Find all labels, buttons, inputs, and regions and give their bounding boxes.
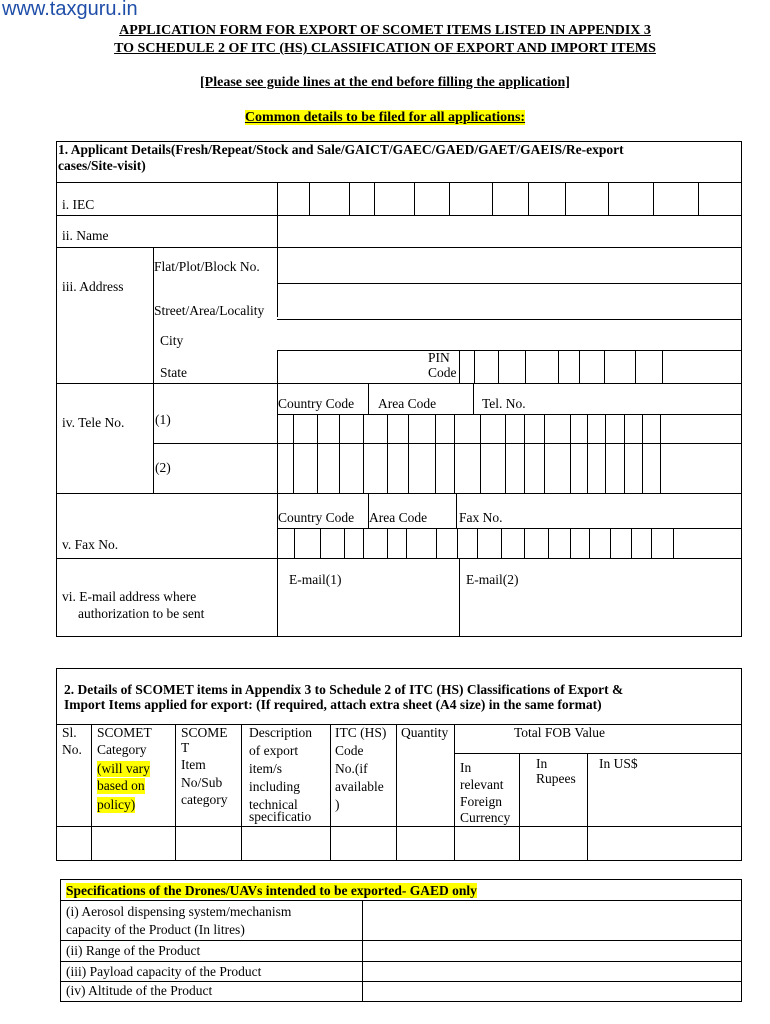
sl-header-1: Sl. <box>62 725 77 740</box>
foreign-currency-header-2: relevant <box>460 777 504 792</box>
foreign-currency-header-1: In <box>460 760 472 775</box>
divider <box>456 493 457 528</box>
rupees-header-2: Rupees <box>536 771 576 786</box>
category-header-3: (will vary <box>97 761 150 776</box>
common-details-text: Common details to be filed for all applications: <box>244 110 526 125</box>
flat-field[interactable] <box>278 248 741 282</box>
category-header-1: SCOMET <box>97 725 152 740</box>
itc-header-1: ITC (HS) <box>335 725 387 740</box>
rupees-header-1: In <box>536 756 548 771</box>
watermark: www.taxguru.in <box>2 0 138 20</box>
item-header-2: T <box>181 740 190 755</box>
foreign-currency-header-3: Foreign <box>460 794 502 809</box>
iec-label: i. IEC <box>62 197 95 212</box>
common-details-heading <box>0 109 770 126</box>
city-label: City <box>160 333 184 348</box>
sl-header-2: No. <box>62 742 82 757</box>
itc-header-3: No.(if <box>335 761 368 776</box>
description-header-5: technical <box>249 797 298 812</box>
item-header-1: SCOME <box>181 725 228 740</box>
fax-number-label: Fax No. <box>459 510 503 525</box>
description-header-2: of export <box>249 743 299 758</box>
name-label: ii. Name <box>62 228 109 243</box>
name-field[interactable] <box>278 216 741 246</box>
tele-row-2-label: (2) <box>155 460 171 475</box>
guide-note: [Please see guide lines at the end before filling the application] <box>200 75 570 90</box>
divider <box>56 558 742 559</box>
item-header-5: category <box>181 792 228 807</box>
pin-input-boxes[interactable] <box>474 350 742 383</box>
quantity-header: Quantity <box>401 725 449 740</box>
email-1-label: E-mail(1) <box>289 572 342 587</box>
section3-title-text: Specifications of the Drones/UAVs intended to be exported- GAED only <box>66 883 477 898</box>
section1-title-line-1: 1. Applicant Details(Fresh/Repeat/Stock and Sale/GAICT/GAEC/GAED/GAET/GAEIS/Re-export <box>58 142 624 157</box>
tele-number-label: Tel. No. <box>482 396 526 411</box>
item-header-3: Item <box>181 757 206 772</box>
tele-2-input-boxes[interactable] <box>277 443 742 493</box>
street-field[interactable] <box>278 284 741 318</box>
description-input[interactable] <box>242 827 329 860</box>
payload-label: (iii) Payload capacity of the Product <box>66 964 262 979</box>
fax-label: v. Fax No. <box>62 537 119 552</box>
aerosol-input[interactable] <box>363 901 741 939</box>
pin-code-label: Code <box>428 365 457 380</box>
category-header-4: based on <box>97 778 145 793</box>
rupees-input[interactable] <box>520 827 586 860</box>
divider <box>56 383 742 384</box>
tele-label: iv. Tele No. <box>62 415 125 430</box>
pin-label: PIN <box>428 350 450 365</box>
tele-row-1-label: (1) <box>155 412 171 427</box>
email-label-line-2: authorization to be sent <box>78 606 205 621</box>
itc-header-4: available <box>335 779 384 794</box>
itc-header-2: Code <box>335 743 364 758</box>
flat-label: Flat/Plot/Block No. <box>154 259 260 274</box>
tele-area-code-label: Area Code <box>378 396 437 411</box>
divider <box>473 383 474 414</box>
description-header-4: including <box>249 779 300 794</box>
divider <box>454 753 742 754</box>
tele-country-code-label: Country Code <box>278 396 355 411</box>
description-header-6-wrap <box>249 809 329 825</box>
description-header-1: Description <box>249 725 312 740</box>
aerosol-label-line-2: capacity of the Product (In litres) <box>66 922 245 937</box>
foreign-currency-header-4: Currency <box>460 810 511 825</box>
quantity-input[interactable] <box>397 827 453 860</box>
item-input[interactable] <box>176 827 240 860</box>
payload-input[interactable] <box>363 962 741 980</box>
fax-area-code-label: Area Code <box>369 510 428 525</box>
divider <box>459 350 460 383</box>
city-field[interactable] <box>278 320 741 349</box>
altitude-input[interactable] <box>363 982 741 1001</box>
street-label: Street/Area/Locality <box>154 303 265 318</box>
state-label: State <box>160 365 187 380</box>
state-field[interactable] <box>278 351 427 382</box>
email-2-field[interactable] <box>460 590 741 636</box>
aerosol-label-line-1: (i) Aerosol dispensing system/mechanism <box>66 904 292 919</box>
foreign-currency-input[interactable] <box>455 827 518 860</box>
fax-input-boxes[interactable] <box>277 528 742 558</box>
section1-title-line-2: cases/Site-visit) <box>58 158 146 173</box>
divider <box>368 383 369 414</box>
divider <box>56 493 742 494</box>
email-2-label: E-mail(2) <box>466 572 519 587</box>
section2-title-line-2: Import Items applied for export: (If required, attach extra sheet (A4 size) in the same format) <box>64 697 602 712</box>
divider <box>56 724 742 725</box>
fob-header: Total FOB Value <box>514 725 606 740</box>
range-input[interactable] <box>363 941 741 960</box>
category-header-2: Category <box>97 742 147 757</box>
section3-title <box>66 883 477 899</box>
iec-input-boxes[interactable] <box>277 182 742 215</box>
altitude-label: (iv) Altitude of the Product <box>66 983 213 998</box>
range-label: (ii) Range of the Product <box>66 943 201 958</box>
form-title-line-2: TO SCHEDULE 2 OF ITC (HS) CLASSIFICATION OF EXPORT AND IMPORT ITEMS <box>114 41 656 56</box>
form-title-line-1: APPLICATION FORM FOR EXPORT OF SCOMET ITEMS LISTED IN APPENDIX 3 <box>119 23 651 38</box>
description-header-3: item/s <box>249 761 282 776</box>
divider <box>153 383 154 493</box>
section2-title-line-1: 2. Details of SCOMET items in Appendix 3 to Schedule 2 of ITC (HS) Classifications of Export & <box>64 682 624 697</box>
usd-header: In US$ <box>599 756 638 771</box>
item-header-4: No/Sub <box>181 775 223 790</box>
sl-input[interactable] <box>57 827 90 860</box>
address-label: iii. Address <box>62 279 124 294</box>
tele-1-input-boxes[interactable] <box>277 414 742 443</box>
email-1-field[interactable] <box>278 590 458 636</box>
email-label-line-1: vi. E-mail address where <box>62 589 197 604</box>
fax-country-code-label: Country Code <box>278 510 355 525</box>
usd-input[interactable] <box>588 827 741 860</box>
itc-header-5: ) <box>335 797 340 812</box>
category-header-5: policy) <box>97 797 136 812</box>
description-header-6: specificatio <box>249 809 312 824</box>
category-input[interactable] <box>92 827 174 860</box>
itc-code-input[interactable] <box>331 827 395 860</box>
